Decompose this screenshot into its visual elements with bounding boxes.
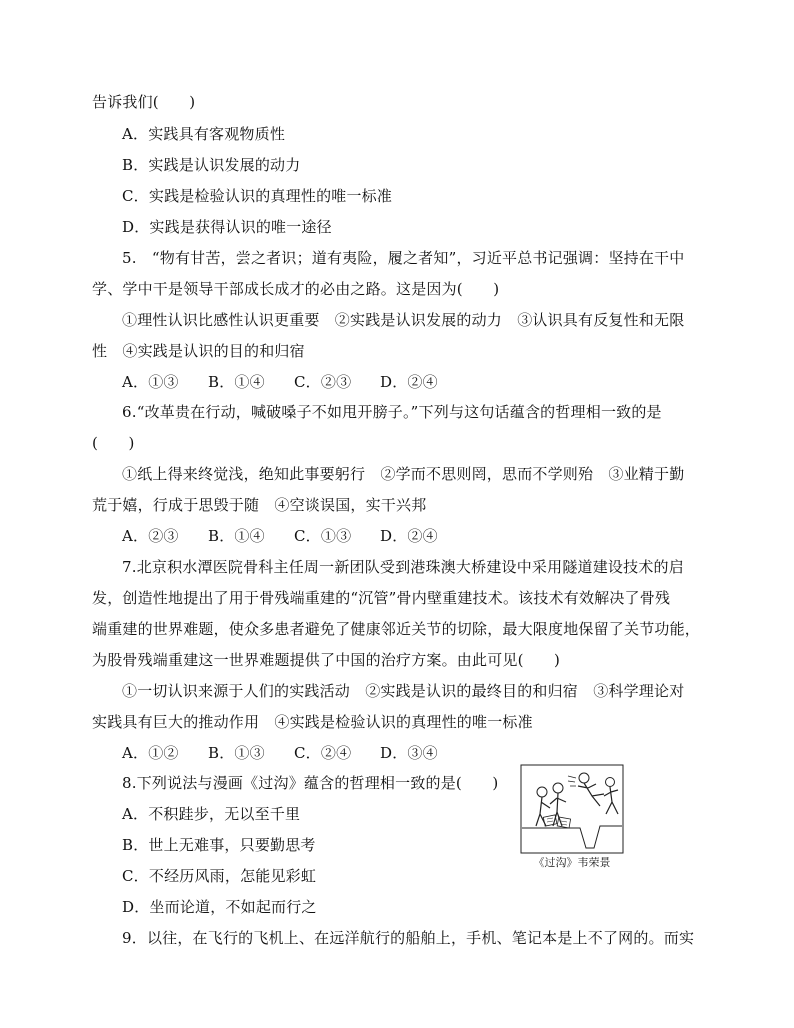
q6-statements-line1: ①纸上得来终觉浅，绝知此事要躬行 ②学而不思则罔，思而不学则殆 ③业精于勤	[122, 465, 685, 483]
cartoon-figure	[520, 764, 624, 869]
q7-choice-b: B．①③	[208, 744, 265, 762]
q8-option-d: D．坐而论道，不如起而行之	[122, 898, 317, 916]
q7-statements-line2: 实践具有巨大的推动作用 ④实践是检验认识的真理性的唯一标准	[92, 713, 533, 731]
q5-statements-line1: ①理性认识比感性认识更重要 ②实践是认识发展的动力 ③认识具有反复性和无限	[122, 311, 685, 329]
q7-choice-c: C．②④	[294, 744, 352, 762]
q4-option-c: C．实践是检验认识的真理性的唯一标准	[122, 187, 393, 205]
figure-caption: 《过沟》韦荣景	[533, 856, 611, 869]
q7-stem-line2: 发，创造性地提出了用于骨残端重建的“沉管”骨内壁重建技术。该技术有效解决了骨残	[92, 589, 671, 607]
q7-stem-line3: 端重建的世界难题，使众多患者避免了健康邻近关节的切除，最大限度地保留了关节功能，	[92, 620, 701, 638]
q5-choice-d: D．②④	[380, 373, 438, 391]
q6-choices	[122, 526, 466, 546]
cartoon-illustration	[520, 764, 624, 854]
q8-option-a: A．不积跬步，无以至千里	[122, 805, 301, 823]
q5-statements-line2: 性 ④实践是认识的目的和归宿	[92, 342, 305, 360]
q7-stem-line4: 为股骨残端重建这一世界难题提供了中国的治疗方案。由此可见( )	[92, 651, 561, 669]
q7-choice-a: A．①②	[122, 744, 179, 762]
q4-stem-tail: 告诉我们( )	[92, 93, 196, 111]
q5-stem-line2: 学、学中干是领导干部成长成才的必由之路。这是因为( )	[92, 280, 500, 298]
q6-choice-b: B．①④	[208, 527, 265, 545]
q6-stem-line2: ( )	[92, 434, 135, 452]
q6-stem-line1: 6.“改革贵在行动，喊破嗓子不如甩开膀子。”下列与这句话蕴含的哲理相一致的是	[122, 403, 662, 421]
q7-stem-line1: 7.北京积水潭医院骨科主任周一新团队受到港珠澳大桥建设中采用隧道建设技术的启	[122, 558, 684, 576]
q8-stem: 8.下列说法与漫画《过沟》蕴含的哲理相一致的是( )	[122, 774, 499, 792]
q4-option-b: B．实践是认识发展的动力	[122, 156, 301, 174]
q5-stem-line1: 5. “物有甘苦，尝之者识；道有夷险，履之者知”，习近平总书记强调：坚持在干中	[122, 249, 685, 267]
q5-choice-c: C．②③	[294, 373, 352, 391]
q5-choices	[122, 372, 466, 392]
q6-choice-a: A．②③	[122, 527, 179, 545]
q4-option-a: A．实践具有客观物质性	[122, 125, 286, 143]
q7-statements-line1: ①一切认识来源于人们的实践活动 ②实践是认识的最终目的和归宿 ③科学理论对	[122, 682, 685, 700]
q6-choice-c: C．①③	[294, 527, 352, 545]
q6-statements-line2: 荒于嬉，行成于思毁于随 ④空谈误国，实干兴邦	[92, 496, 427, 514]
q8-option-c: C．不经历风雨，怎能见彩虹	[122, 867, 317, 885]
q7-choice-d: D．③④	[380, 744, 438, 762]
q7-choices	[122, 743, 466, 763]
q8-option-b: B．世上无难事，只要勤思考	[122, 836, 316, 854]
q6-choice-d: D．②④	[380, 527, 438, 545]
q4-option-d: D．实践是获得认识的唯一途径	[122, 218, 332, 236]
q5-choice-b: B．①④	[208, 373, 265, 391]
q5-choice-a: A．①③	[122, 373, 179, 391]
q9-stem-line1: 9．以往，在飞行的飞机上、在远洋航行的船舶上，手机、笔记本是上不了网的。而实	[122, 929, 695, 947]
